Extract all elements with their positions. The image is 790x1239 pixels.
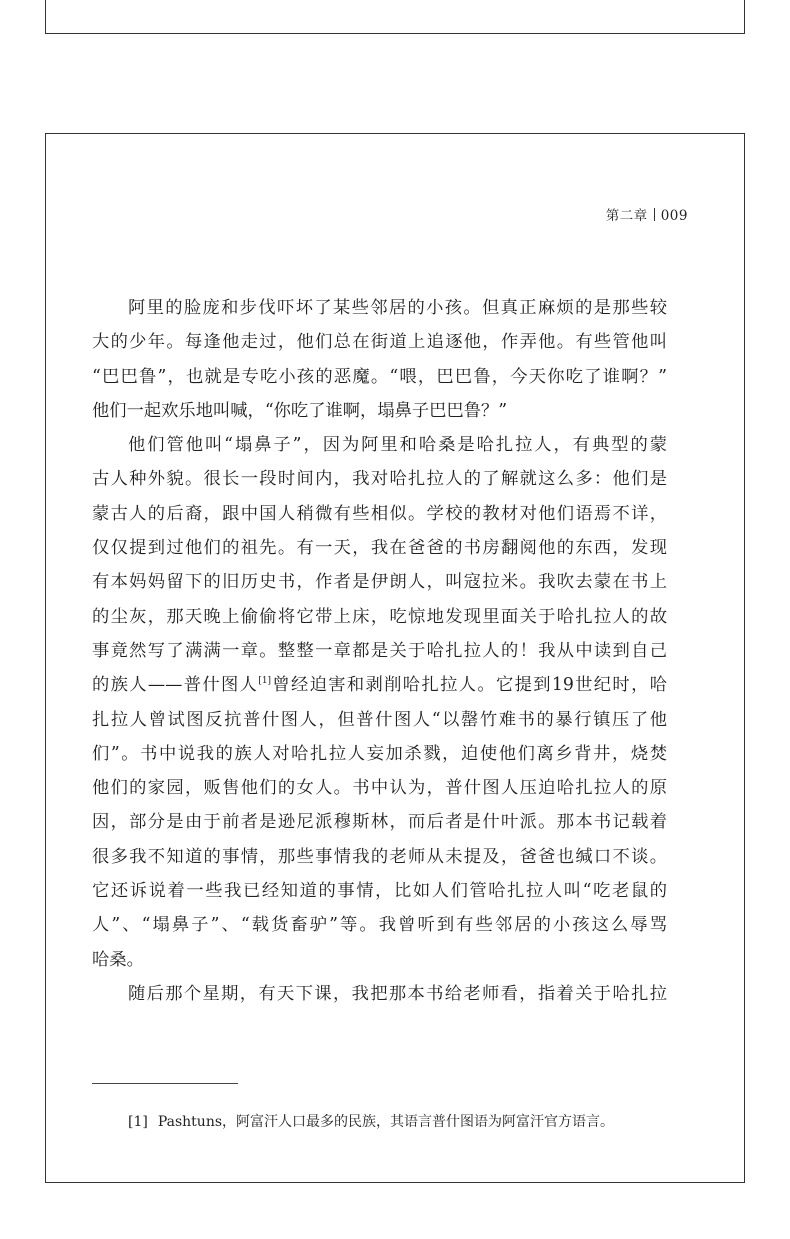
text-segment: 的族人——普什图人 [92, 675, 259, 696]
text-line-with-footnote [92, 668, 667, 702]
text-line: 古人种外貌。很长一段时间内，我对哈扎拉人的了解就这么多：他们是 [92, 469, 667, 490]
text-line: “巴巴鲁”，也就是专吃小孩的恶魔。“喂，巴巴鲁，今天你吃了谁啊？” [92, 366, 667, 387]
text-line: 有本妈妈留下的旧历史书，作者是伊朗人，叫寇拉米。我吹去蒙在书上 [92, 572, 667, 593]
paragraph-2 [92, 428, 667, 977]
text-line: 仅仅提到过他们的祖先。有一天，我在爸爸的书房翻阅他的东西，发现 [92, 538, 667, 559]
footnote [128, 1111, 614, 1131]
running-head [606, 204, 688, 224]
footnote-mark: [1] [128, 1114, 148, 1130]
footnote-divider [92, 1083, 238, 1084]
page-number: 009 [660, 208, 688, 224]
text-line: 蒙古人的后裔，跟中国人稍微有些相似。学校的教材对他们语焉不详， [92, 503, 667, 524]
footnote-text: Pashtuns，阿富汗人口最多的民族，其语言普什图语为阿富汗官方语言。 [157, 1114, 615, 1130]
text-line: 哈桑。 [92, 949, 144, 970]
chapter-label: 第二章 [605, 208, 648, 224]
text-line: 很多我不知道的事情，那些事情我的老师从未提及，爸爸也缄口不谈。 [92, 846, 667, 867]
text-line: 阿里的脸庞和步伐吓坏了某些邻居的小孩。但真正麻烦的是那些较 [128, 298, 667, 318]
text-line: 他们管他叫“塌鼻子”，因为阿里和哈桑是哈扎拉人，有典型的蒙 [128, 435, 667, 456]
text-line: 它还诉说着一些我已经知道的事情，比如人们管哈扎拉人叫“吃老鼠的 [92, 881, 667, 902]
paragraph-3 [92, 977, 667, 1011]
book-page [45, 133, 745, 1183]
text-line: 他们一起欢乐地叫喊，“你吃了谁啊，塌鼻子巴巴鲁？” [92, 400, 508, 421]
previous-page-frame [45, 0, 745, 34]
text-line: 大的少年。每逢他走过，他们总在街道上追逐他，作弄他。有些管他叫 [92, 332, 667, 353]
text-line: 扎拉人曾试图反抗普什图人，但普什图人“以罄竹难书的暴行镇压了他 [92, 709, 667, 730]
header-divider [654, 208, 655, 221]
text-line: 的尘灰，那天晚上偷偷将它带上床，吃惊地发现里面关于哈扎拉人的故 [92, 606, 667, 627]
text-line: 事竟然写了满满一章。整整一章都是关于哈扎拉人的！我从中读到自己 [92, 640, 667, 661]
body-text [92, 291, 667, 1011]
text-line: 随后那个星期，有天下课，我把那本书给老师看，指着关于哈扎拉 [128, 983, 667, 1004]
text-line: 他们的家园，贩售他们的女人。书中认为，普什图人压迫哈扎拉人的原 [92, 778, 667, 799]
text-line: 们”。书中说我的族人对哈扎拉人妄加杀戮，迫使他们离乡背井，烧焚 [92, 743, 667, 764]
text-segment: 曾经迫害和剥削哈扎拉人。它提到19世纪时，哈 [271, 675, 667, 696]
text-line: 因，部分是由于前者是逊尼派穆斯林，而后者是什叶派。那本书记载着 [92, 812, 667, 833]
paragraph-1 [92, 291, 667, 428]
text-line: 人”、“塌鼻子”、“载货畜驴”等。我曾听到有些邻居的小孩这么辱骂 [92, 915, 667, 936]
footnote-reference[interactable]: [1] [258, 676, 272, 687]
